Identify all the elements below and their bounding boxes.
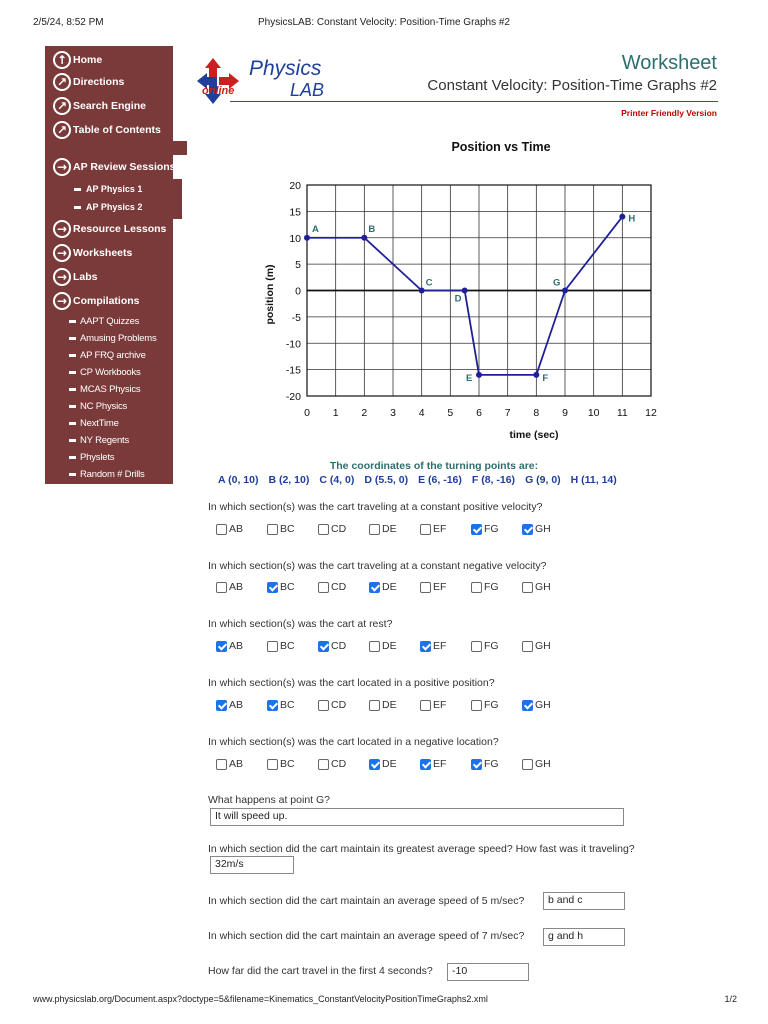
sidebar-subitem-ap-physics-2[interactable] <box>62 202 142 212</box>
dash-icon <box>69 456 76 459</box>
arrow-upright-icon: ↗ <box>53 121 71 139</box>
sidebar-compilation-item[interactable] <box>69 401 127 412</box>
question-text: What happens at point G? <box>208 794 330 806</box>
checkbox-option-ab[interactable] <box>216 640 267 652</box>
data-point <box>361 235 367 241</box>
x-tick-label: 6 <box>476 407 482 419</box>
checkbox-option-bc[interactable] <box>267 523 318 535</box>
sidebar-subitem-label: AP Physics 2 <box>86 202 143 212</box>
sidebar-compilation-item[interactable] <box>69 367 141 378</box>
sidebar-item-home[interactable] <box>45 49 102 71</box>
data-point <box>462 288 468 294</box>
dash-icon <box>74 206 81 209</box>
logo-lab-text: LAB <box>290 80 325 100</box>
x-axis-label: time (sec) <box>509 429 559 441</box>
question-text: In which section(s) was the cart traveling at a constant negative velocity? <box>208 560 547 572</box>
turning-point-item: C (4, 0) <box>319 474 355 486</box>
arrow-right-icon: → <box>53 220 71 238</box>
dash-icon <box>69 320 76 323</box>
x-tick-label: 3 <box>390 407 396 419</box>
checkbox-label: CD <box>331 640 347 652</box>
checkbox-label: DE <box>382 581 397 593</box>
arrow-right-icon: → <box>53 268 71 286</box>
y-tick-label: 20 <box>289 180 301 192</box>
checkbox-unchecked[interactable] <box>318 582 329 593</box>
checkbox-option-gh[interactable] <box>522 581 573 593</box>
checkbox-option-bc[interactable] <box>267 758 318 770</box>
checkbox-label: DE <box>382 758 397 770</box>
point-label: G <box>553 277 561 289</box>
sidebar-compilation-label: NY Regents <box>80 435 130 446</box>
dash-icon <box>69 422 76 425</box>
logo-online-text: online <box>202 85 235 97</box>
checkbox-label: GH <box>535 640 551 652</box>
dash-icon <box>69 473 76 476</box>
sidebar-item-label: Worksheets <box>73 247 133 259</box>
sidebar-item-worksheets[interactable] <box>45 242 132 264</box>
x-tick-label: 1 <box>332 407 339 419</box>
sidebar-compilation-label: MCAS Physics <box>80 384 141 395</box>
sidebar-compilation-label: AP FRQ archive <box>80 350 146 361</box>
data-point <box>476 372 482 378</box>
checkbox-label: GH <box>535 758 551 770</box>
checkbox-option-ef[interactable] <box>420 758 471 770</box>
point-label: D <box>454 293 462 305</box>
arrow-right-icon: → <box>53 244 71 262</box>
checkbox-label: DE <box>382 699 397 711</box>
checkbox-checked[interactable] <box>369 759 380 770</box>
x-tick-label: 8 <box>533 407 540 419</box>
sidebar-compilation-label: NC Physics <box>80 401 128 412</box>
sidebar-item-directions[interactable] <box>45 71 124 93</box>
y-tick-label: -15 <box>285 364 301 377</box>
arrow-up-icon: ↑ <box>53 51 71 69</box>
data-point <box>533 372 539 378</box>
sidebar-nav <box>45 46 176 484</box>
checkbox-label: CD <box>331 758 347 770</box>
checkbox-option-gh[interactable] <box>522 699 573 711</box>
checkbox-unchecked[interactable] <box>216 582 227 593</box>
arrow-upright-icon: ↗ <box>53 97 71 115</box>
checkbox-label: GH <box>535 581 551 593</box>
sidebar-item-search-engine[interactable] <box>45 95 146 117</box>
checkbox-option-de[interactable] <box>369 523 420 535</box>
x-tick-label: 12 <box>645 407 657 419</box>
turning-point-item: H (11, 14) <box>570 474 617 486</box>
checkbox-unchecked[interactable] <box>471 582 482 593</box>
checkbox-option-cd[interactable] <box>318 758 369 770</box>
dash-icon <box>69 371 76 374</box>
sidebar-ap-submenu <box>62 179 182 219</box>
y-tick-label: -10 <box>285 338 301 351</box>
chart-svg <box>255 136 675 446</box>
checkbox-label: AB <box>229 758 244 770</box>
y-tick-label: 0 <box>295 285 301 298</box>
turning-point-item: B (2, 10) <box>268 474 310 486</box>
checkbox-option-ab[interactable] <box>216 758 267 770</box>
sidebar-compilation-item[interactable] <box>69 418 119 429</box>
checkbox-label: CD <box>331 699 347 711</box>
checkbox-option-gh[interactable] <box>522 758 573 770</box>
sidebar-item-label: Labs <box>73 271 98 283</box>
print-url: www.physicslab.org/Document.aspx?doctype=5&filename=Kinematics_ConstantVelocityPositionTimeGraphs2.xml <box>33 994 488 1004</box>
sidebar-item-label: Resource Lessons <box>73 223 167 235</box>
header-divider <box>230 101 718 102</box>
checkbox-label: AB <box>229 699 244 711</box>
checkbox-group <box>216 758 573 770</box>
checkbox-option-bc[interactable] <box>267 699 318 711</box>
checkbox-option-ef[interactable] <box>420 640 471 652</box>
checkbox-option-ab[interactable] <box>216 581 267 593</box>
sidebar-subitem-ap-physics-1[interactable] <box>62 184 142 194</box>
turning-point-item: G (9, 0) <box>525 474 561 486</box>
dash-icon <box>69 388 76 391</box>
point-label: H <box>628 213 636 225</box>
sidebar-item-label: Home <box>73 54 103 66</box>
x-tick-label: 9 <box>562 407 568 419</box>
printer-friendly-link[interactable]: Printer Friendly Version <box>621 108 717 118</box>
arrow-right-icon: → <box>53 292 71 310</box>
checkbox-unchecked[interactable] <box>369 641 380 652</box>
sidebar-item-label: AP Review Sessions <box>73 161 176 173</box>
checkbox-group <box>216 523 573 535</box>
x-tick-label: 4 <box>418 407 425 419</box>
point-label: B <box>368 223 376 235</box>
data-point <box>304 235 310 241</box>
sidebar-item-compilations[interactable] <box>45 290 140 312</box>
checkbox-option-ab[interactable] <box>216 523 267 535</box>
sidebar-compilation-item[interactable] <box>69 384 140 395</box>
checkbox-unchecked[interactable] <box>420 524 431 535</box>
checkbox-option-ef[interactable] <box>420 581 471 593</box>
sidebar-compilation-item[interactable] <box>69 333 157 344</box>
y-tick-label: 10 <box>289 232 301 245</box>
checkbox-unchecked[interactable] <box>522 641 533 652</box>
sidebar-compilation-label: CP Workbooks <box>80 367 141 378</box>
checkbox-checked[interactable] <box>522 524 533 535</box>
sidebar-item-label: Table of Contents <box>73 124 161 136</box>
sidebar-item-label: Directions <box>73 76 125 88</box>
checkbox-label: AB <box>229 581 244 593</box>
data-point <box>619 214 625 220</box>
page-title: Worksheet <box>621 52 717 74</box>
turning-points-list <box>218 474 617 486</box>
checkbox-label: BC <box>280 699 295 711</box>
checkbox-label: AB <box>229 640 244 652</box>
checkbox-checked[interactable] <box>471 759 482 770</box>
sidebar-item-labs[interactable] <box>45 266 98 288</box>
dash-icon <box>69 354 76 357</box>
sidebar-compilation-item[interactable] <box>69 350 146 361</box>
checkbox-group <box>216 640 573 652</box>
x-tick-label: 7 <box>504 407 511 419</box>
checkbox-label: BC <box>280 758 295 770</box>
checkbox-label: BC <box>280 581 295 593</box>
checkbox-unchecked[interactable] <box>420 700 431 711</box>
print-footer <box>0 994 768 1008</box>
checkbox-unchecked[interactable] <box>318 759 329 770</box>
print-page-number: 1/2 <box>724 994 737 1004</box>
checkbox-label: DE <box>382 523 397 535</box>
point-label: A <box>312 223 319 235</box>
sidebar-item-table-of-contents[interactable] <box>45 119 161 141</box>
checkbox-option-cd[interactable] <box>318 581 369 593</box>
question-text: In which section(s) was the cart traveling at a constant positive velocity? <box>208 501 543 513</box>
checkbox-checked[interactable] <box>369 582 380 593</box>
point-label: C <box>425 277 433 289</box>
question-text: In which section did the cart maintain its greatest average speed? How fast was it traveling? <box>208 843 635 855</box>
turning-point-item: A (0, 10) <box>218 474 259 486</box>
sidebar-compilation-label: Random # Drills <box>80 469 145 480</box>
checkbox-unchecked[interactable] <box>318 700 329 711</box>
dash-icon <box>69 337 76 340</box>
checkbox-unchecked[interactable] <box>267 759 278 770</box>
x-tick-label: 11 <box>616 407 628 419</box>
checkbox-checked[interactable] <box>216 700 227 711</box>
checkbox-option-de[interactable] <box>369 758 420 770</box>
checkbox-label: EF <box>433 758 447 770</box>
x-tick-label: 2 <box>361 407 368 419</box>
x-tick-label: 10 <box>587 407 600 419</box>
dash-icon <box>74 188 81 191</box>
y-tick-label: -20 <box>285 391 301 403</box>
y-tick-label: 5 <box>295 259 301 272</box>
data-point <box>419 288 425 294</box>
answer-input[interactable]: g and h <box>543 928 625 946</box>
checkbox-option-bc[interactable] <box>267 581 318 593</box>
data-point <box>562 288 568 294</box>
sidebar-item-ap-review[interactable] <box>45 156 176 178</box>
checkbox-checked[interactable] <box>318 641 329 652</box>
question-text: In which section did the cart maintain an average speed of 5 m/sec? <box>208 895 525 907</box>
checkbox-option-ef[interactable] <box>420 523 471 535</box>
checkbox-group <box>216 699 573 711</box>
checkbox-option-fg[interactable] <box>471 523 522 535</box>
answer-input[interactable]: -10 <box>447 963 529 981</box>
checkbox-label: FG <box>484 640 499 652</box>
checkbox-unchecked[interactable] <box>369 700 380 711</box>
checkbox-label: FG <box>484 581 499 593</box>
checkbox-option-de[interactable] <box>369 581 420 593</box>
checkbox-label: FG <box>484 523 499 535</box>
answer-input[interactable]: It will speed up. <box>210 808 624 826</box>
dash-icon <box>69 405 76 408</box>
checkbox-unchecked[interactable] <box>216 759 227 770</box>
sidebar-compilation-label: Amusing Problems <box>80 333 157 344</box>
checkbox-option-fg[interactable] <box>471 581 522 593</box>
page-subtitle: Constant Velocity: Position-Time Graphs #2 <box>427 77 717 94</box>
turning-point-item: E (6, -16) <box>418 474 462 486</box>
answer-input[interactable]: b and c <box>543 892 625 910</box>
arrow-upright-icon: ↗ <box>53 73 71 91</box>
question-text: In which section(s) was the cart located in a negative location? <box>208 736 499 748</box>
question-text: In which section(s) was the cart located in a positive position? <box>208 677 495 689</box>
checkbox-option-fg[interactable] <box>471 640 522 652</box>
dash-icon <box>69 439 76 442</box>
checkbox-checked[interactable] <box>216 641 227 652</box>
sidebar-item-resource-lessons[interactable] <box>45 218 166 240</box>
checkbox-group <box>216 581 573 593</box>
checkbox-option-fg[interactable] <box>471 699 522 711</box>
checkbox-option-ef[interactable] <box>420 699 471 711</box>
checkbox-unchecked[interactable] <box>318 524 329 535</box>
turning-point-item: F (8, -16) <box>471 474 516 486</box>
logo-physics-text: Physics <box>249 57 322 80</box>
x-tick-label: 5 <box>447 407 454 419</box>
chart-title: Position vs Time <box>451 140 551 154</box>
position-series-line <box>307 217 622 375</box>
checkbox-label: CD <box>331 523 347 535</box>
checkbox-unchecked[interactable] <box>216 524 227 535</box>
answer-input[interactable]: 32m/s <box>210 856 294 874</box>
turning-point-item: D (5.5, 0) <box>364 474 409 486</box>
checkbox-checked[interactable] <box>522 700 533 711</box>
checkbox-option-bc[interactable] <box>267 640 318 652</box>
turning-points-caption: The coordinates of the turning points are: <box>329 460 539 472</box>
print-header <box>0 17 768 31</box>
sidebar-compilation-item[interactable] <box>69 435 129 446</box>
sidebar-compilation-item[interactable] <box>69 316 139 327</box>
y-tick-label: 15 <box>289 206 301 219</box>
checkbox-label: EF <box>433 640 447 652</box>
checkbox-checked[interactable] <box>267 582 278 593</box>
checkbox-label: BC <box>280 640 295 652</box>
checkbox-label: EF <box>433 523 447 535</box>
checkbox-label: FG <box>484 699 499 711</box>
checkbox-unchecked[interactable] <box>267 524 278 535</box>
question-text: How far did the cart travel in the first 4 seconds? <box>208 965 433 977</box>
checkbox-option-fg[interactable] <box>471 758 522 770</box>
checkbox-checked[interactable] <box>267 700 278 711</box>
checkbox-checked[interactable] <box>420 759 431 770</box>
sidebar-item-label: Search Engine <box>73 100 146 112</box>
checkbox-label: GH <box>535 523 551 535</box>
checkbox-option-de[interactable] <box>369 640 420 652</box>
checkbox-label: DE <box>382 640 397 652</box>
point-label: F <box>542 372 549 384</box>
checkbox-label: GH <box>535 699 551 711</box>
checkbox-label: EF <box>433 699 447 711</box>
arrow-right-icon: → <box>53 158 71 176</box>
sidebar-subitem-label: AP Physics 1 <box>86 184 143 194</box>
checkbox-unchecked[interactable] <box>471 700 482 711</box>
checkbox-unchecked[interactable] <box>369 524 380 535</box>
sidebar-compilation-label: AAPT Quizzes <box>80 316 140 327</box>
checkbox-label: EF <box>433 581 447 593</box>
sidebar-compilation-label: Physlets <box>80 452 115 463</box>
checkbox-checked[interactable] <box>420 641 431 652</box>
checkbox-unchecked[interactable] <box>267 641 278 652</box>
point-label: E <box>466 372 473 384</box>
y-tick-label: -5 <box>291 311 301 324</box>
checkbox-option-ab[interactable] <box>216 699 267 711</box>
checkbox-label: BC <box>280 523 295 535</box>
checkbox-label: FG <box>484 758 499 770</box>
checkbox-option-gh[interactable] <box>522 640 573 652</box>
checkbox-option-cd[interactable] <box>318 699 369 711</box>
checkbox-unchecked[interactable] <box>522 582 533 593</box>
x-tick-label: 0 <box>304 407 310 419</box>
checkbox-option-gh[interactable] <box>522 523 573 535</box>
checkbox-unchecked[interactable] <box>471 641 482 652</box>
question-text: In which section(s) was the cart at rest? <box>208 618 393 630</box>
checkbox-option-de[interactable] <box>369 699 420 711</box>
checkbox-label: CD <box>331 581 347 593</box>
print-doc-title: PhysicsLAB: Constant Velocity: Position-Time Graphs #2 <box>258 17 510 28</box>
checkbox-option-cd[interactable] <box>318 523 369 535</box>
checkbox-label: AB <box>229 523 244 535</box>
sidebar-tab <box>173 141 187 155</box>
checkbox-unchecked[interactable] <box>522 759 533 770</box>
position-time-chart <box>255 136 675 446</box>
sidebar-compilation-label: NextTime <box>80 418 119 429</box>
sidebar-item-label: Compilations <box>73 295 140 307</box>
y-axis-label: position (m) <box>264 264 276 325</box>
checkbox-checked[interactable] <box>471 524 482 535</box>
print-date: 2/5/24, 8:52 PM <box>33 17 104 28</box>
question-text: In which section did the cart maintain an average speed of 7 m/sec? <box>208 930 525 942</box>
checkbox-option-cd[interactable] <box>318 640 369 652</box>
checkbox-unchecked[interactable] <box>420 582 431 593</box>
